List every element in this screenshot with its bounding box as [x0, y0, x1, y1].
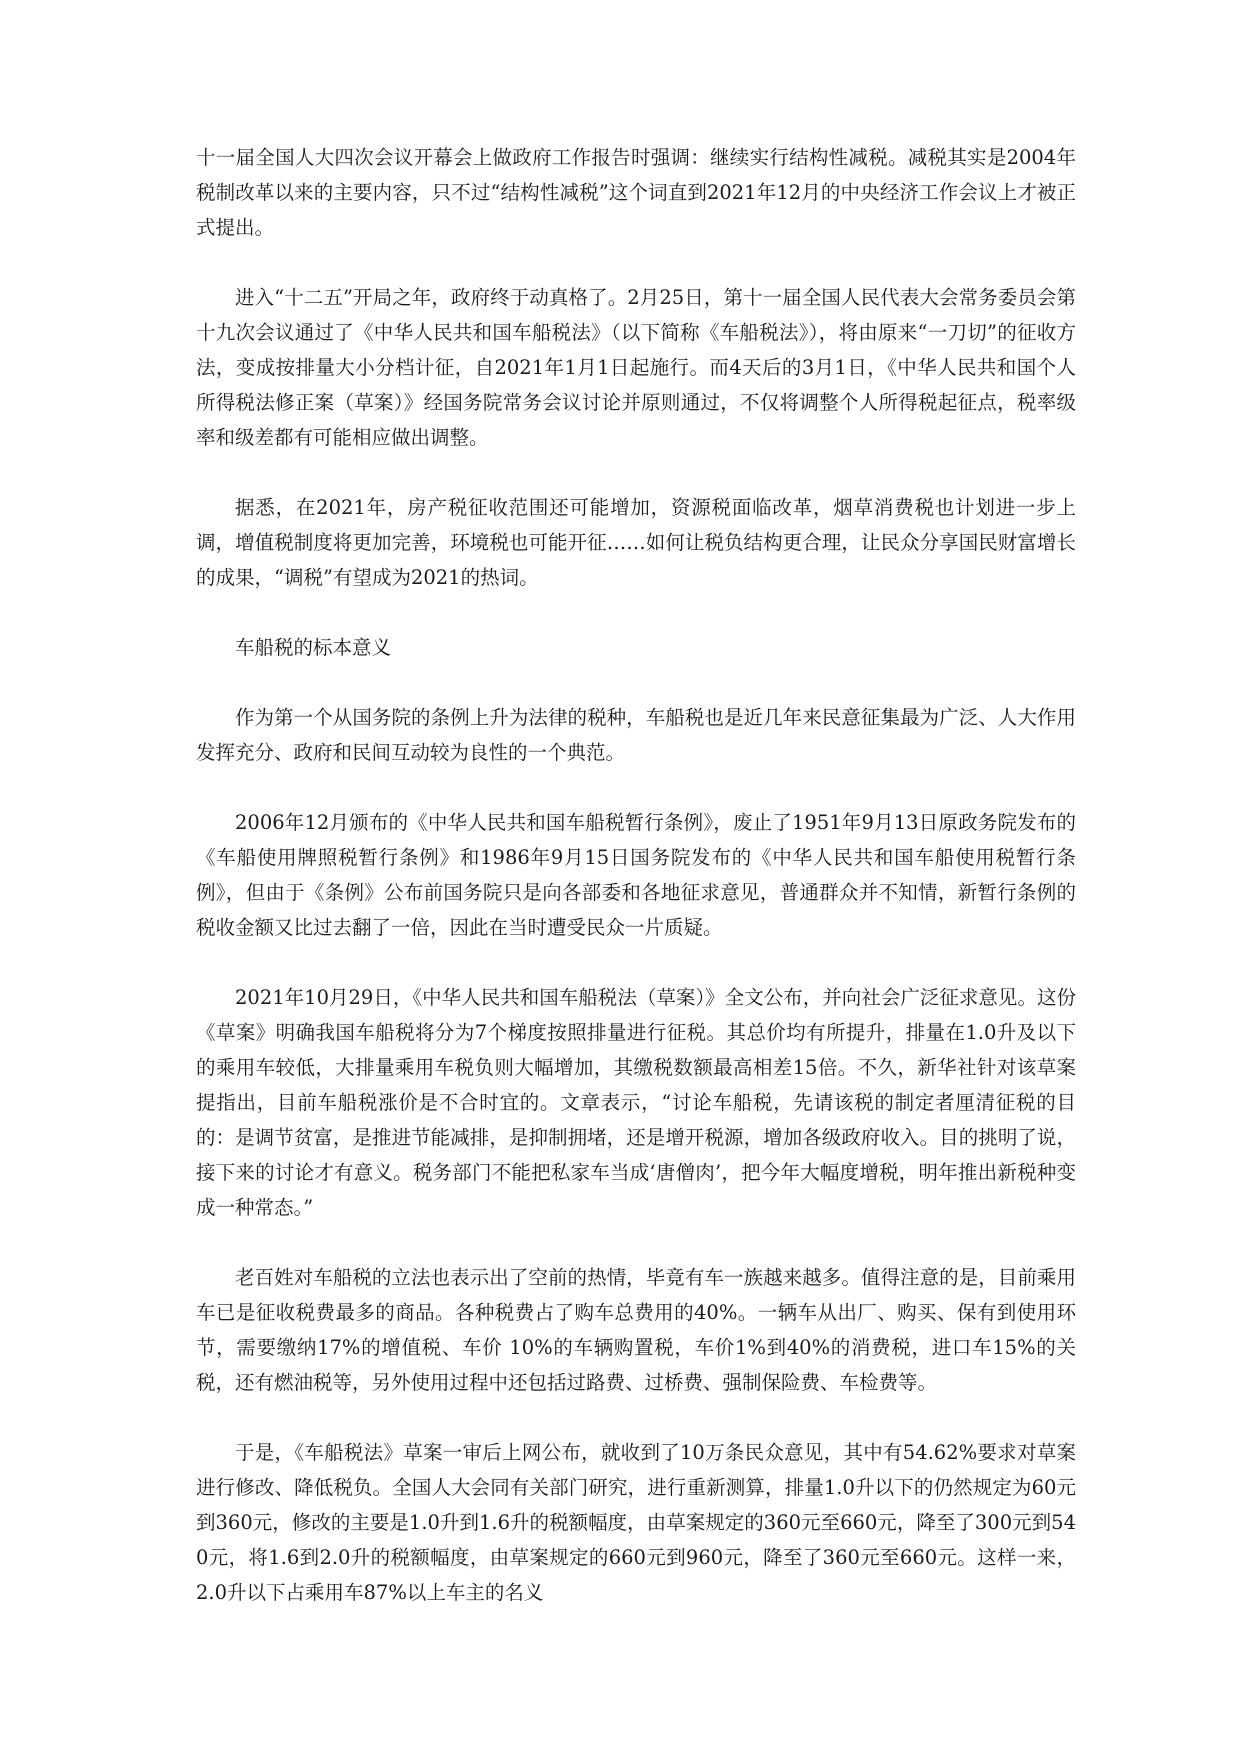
- paragraph-2: 进入“十二五”开局之年，政府终于动真格了。2月25日，第十一届全国人民代表大会常务委员会第十九次会议通过了《中华人民共和国车船税法》（以下简称《车船税法》），将由原来“一刀切”的征收方法，变成按排量大小分档计征，自2021年1月1日起施行。而4天后的3月1日，《中华人民共和国个人所得税法修正案（草案）》经国务院常务会议讨论并原则通过，不仅将调整个人所得税起征点，税率级率和级差都有可能相应做出调整。: [196, 286, 1076, 449]
- paragraph-6: 2021年10月29日，《中华人民共和国车船税法（草案）》全文公布，并向社会广泛征求意见。这份《草案》明确我国车船税将分为7个梯度按照排量进行征税。其总价均有所提升，排量在1.0升及以下的乘用车较低，大排量乘用车税负则大幅增加，其缴税数额最高相差15倍。不久，新华社针对该草案提指出，目前车船税涨价是不合时宜的。文章表示，“讨论车船税，先请该税的制定者厘清征税的目的：是调节贫富，是推进节能减排，是抑制拥堵，还是增开税源，增加各级政府收入。目的挑明了说，接下来的讨论才有意义。税务部门不能把私家车当成‘唐僧肉’，把今年大幅度增税，明年推出新税种变成一种常态。”: [196, 986, 1076, 1219]
- document-body: [196, 140, 1076, 1610]
- paragraph-4: 作为第一个从国务院的条例上升为法律的税种，车船税也是近几年来民意征集最为广泛、人大作用发挥充分、政府和民间互动较为良性的一个典范。: [196, 706, 1076, 764]
- paragraph-1: 十一届全国人大四次会议开幕会上做政府工作报告时强调：继续实行结构性减税。减税其实是2004年税制改革以来的主要内容，只不过“结构性减税”这个词直到2021年12月的中央经济工作会议上才被正式提出。: [196, 146, 1076, 239]
- section-heading: 车船税的标本意义: [235, 636, 392, 659]
- paragraph-7: 老百姓对车船税的立法也表示出了空前的热情，毕竟有车一族越来越多。值得注意的是，目前乘用车已是征收税费最多的商品。各种税费占了购车总费用的40%。一辆车从出厂、购买、保有到使用环节，需要缴纳17%的增值税、车价 10%的车辆购置税，车价1%到40%的消费税，进口车15%的关税，还有燃油税等，另外使用过程中还包括过路费、过桥费、强制保险费、车检费等。: [196, 1266, 1076, 1394]
- paragraph-5: 2006年12月颁布的《中华人民共和国车船税暂行条例》，废止了1951年9月13日原政务院发布的《车船使用牌照税暂行条例》和1986年9月15日国务院发布的《中华人民共和国车船使用税暂行条例》，但由于《条例》公布前国务院只是向各部委和各地征求意见，普通群众并不知情，新暂行条例的税收金额又比过去翻了一倍，因此在当时遭受民众一片质疑。: [196, 811, 1076, 939]
- paragraph-3: 据悉，在2021年，房产税征收范围还可能增加，资源税面临改革，烟草消费税也计划进一步上调，增值税制度将更加完善，环境税也可能开征……如何让税负结构更合理，让民众分享国民财富增长的成果，“调税”有望成为2021的热词。: [196, 496, 1076, 589]
- paragraph-8: 于是，《车船税法》草案一审后上网公布，就收到了10万条民众意见，其中有54.62%要求对草案进行修改、降低税负。全国人大会同有关部门研究，进行重新测算，排量1.0升以下的仍然规定为60元到360元，修改的主要是1.0升到1.6升的税额幅度，由草案规定的360元至660元，降至了300元到540元，将1.6到2.0升的税额幅度，由草案规定的660元到960元，降至了360元至660元。这样一来，2.0升以下占乘用车87%以上车主的名义: [196, 1441, 1076, 1604]
